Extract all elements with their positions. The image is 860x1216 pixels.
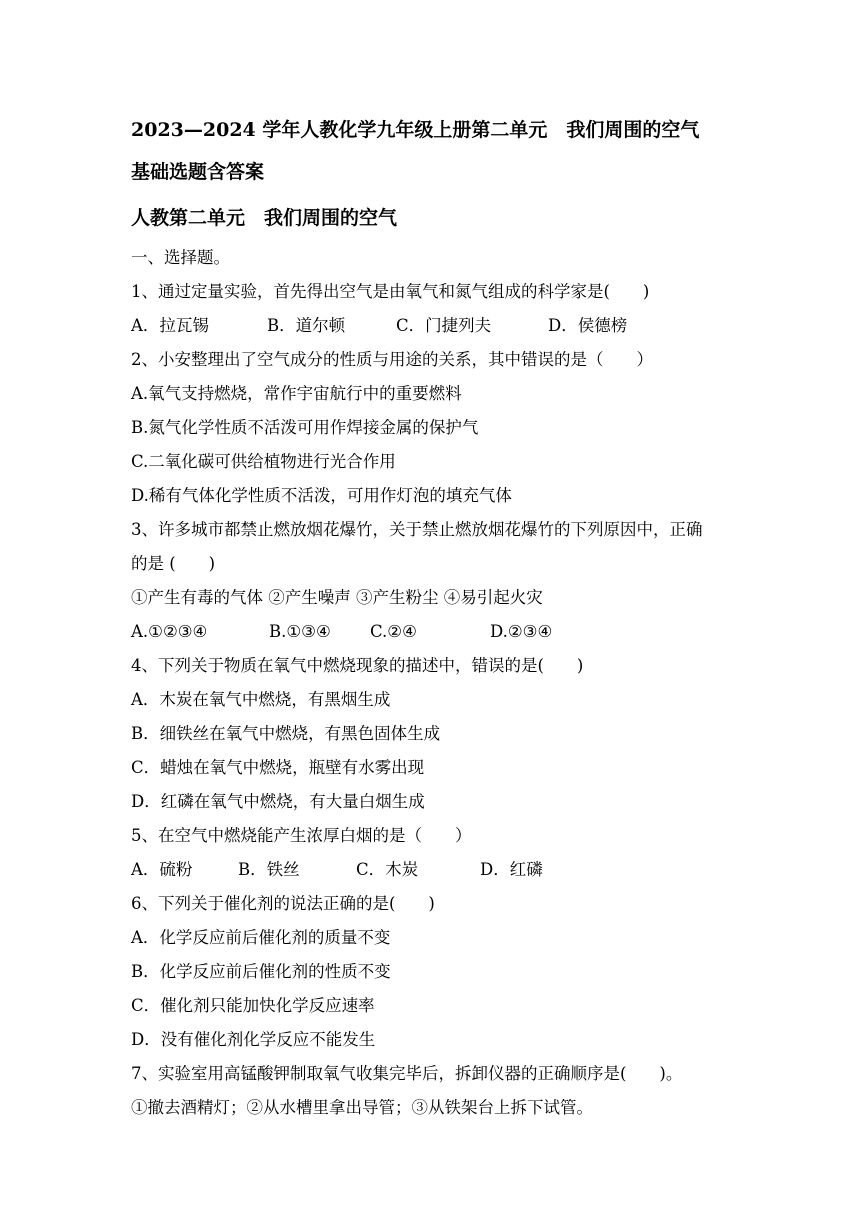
question-7-items: ①撤去酒精灯；②从水槽里拿出导管；③从铁架台上拆下试管。 — [131, 1098, 593, 1117]
question-3-stem-line-2: 的是 ( ) — [131, 554, 216, 573]
q3-option-d: D.②③④ — [490, 622, 553, 641]
q1-option-c: C．门捷列夫 — [396, 316, 492, 335]
q4-option-d: D．红磷在氧气中燃烧，有大量白烟生成 — [131, 792, 425, 811]
q5-option-a: A．硫粉 — [131, 860, 193, 879]
section-heading: 一、选择题。 — [131, 248, 230, 267]
q6-option-c: C．催化剂只能加快化学反应速率 — [131, 996, 375, 1015]
q1-option-a: A．拉瓦锡 — [131, 316, 209, 335]
q1-option-b: B．道尔顿 — [267, 316, 346, 335]
q5-option-c: C．木炭 — [356, 860, 419, 879]
q1-option-d: D．侯德榜 — [548, 316, 628, 335]
question-2-stem: 2、小安整理出了空气成分的性质与用途的关系，其中错误的是（ ） — [131, 350, 653, 369]
q6-option-b: B．化学反应前后催化剂的性质不变 — [131, 962, 391, 981]
q2-option-b: B.氮气化学性质不活泼可用作焊接金属的保护气 — [131, 418, 479, 437]
q4-option-a: A．木炭在氧气中燃烧，有黑烟生成 — [131, 690, 391, 709]
question-5-stem: 5、在空气中燃烧能产生浓厚白烟的是（ ） — [131, 826, 472, 845]
q6-option-a: A．化学反应前后催化剂的质量不变 — [131, 928, 391, 947]
question-6-stem: 6、下列关于催化剂的说法正确的是( ) — [131, 894, 435, 913]
q2-option-c: C.二氧化碳可供给植物进行光合作用 — [131, 452, 396, 471]
document-title-line-2: 基础选题含答案 — [131, 161, 265, 183]
q2-option-a: A.氧气支持燃烧，常作宇宙航行中的重要燃料 — [131, 384, 462, 403]
question-4-stem: 4、下列关于物质在氧气中燃烧现象的描述中，错误的是( ) — [131, 656, 584, 675]
question-3-items: ①产生有毒的气体 ②产生噪声 ③产生粉尘 ④易引起火灾 — [131, 588, 543, 607]
question-3-stem-line-1: 3、许多城市都禁止燃放烟花爆竹，关于禁止燃放烟花爆竹的下列原因中，正确 — [131, 520, 703, 539]
q3-option-b: B.①③④ — [269, 622, 331, 641]
q6-option-d: D．没有催化剂化学反应不能发生 — [131, 1030, 376, 1049]
unit-subtitle: 人教第二单元 我们周围的空气 — [131, 207, 398, 229]
q4-option-c: C．蜡烛在氧气中燃烧，瓶壁有水雾出现 — [131, 758, 425, 777]
q2-option-d: D.稀有气体化学性质不活泼，可用作灯泡的填充气体 — [131, 486, 512, 505]
document-title-line-1: 2023—2024 学年人教化学九年级上册第二单元 我们周围的空气 — [131, 119, 700, 141]
q5-option-d: D．红磷 — [480, 860, 543, 879]
question-7-stem: 7、实验室用高锰酸钾制取氧气收集完毕后，拆卸仪器的正确顺序是( )。 — [131, 1064, 683, 1083]
q4-option-b: B．细铁丝在氧气中燃烧，有黑色固体生成 — [131, 724, 441, 743]
q3-option-a: A.①②③④ — [131, 622, 208, 641]
q3-option-c: C.②④ — [370, 622, 417, 641]
question-1-stem: 1、通过定量实验，首先得出空气是由氧气和氮气组成的科学家是( ) — [131, 282, 650, 301]
q5-option-b: B．铁丝 — [238, 860, 300, 879]
